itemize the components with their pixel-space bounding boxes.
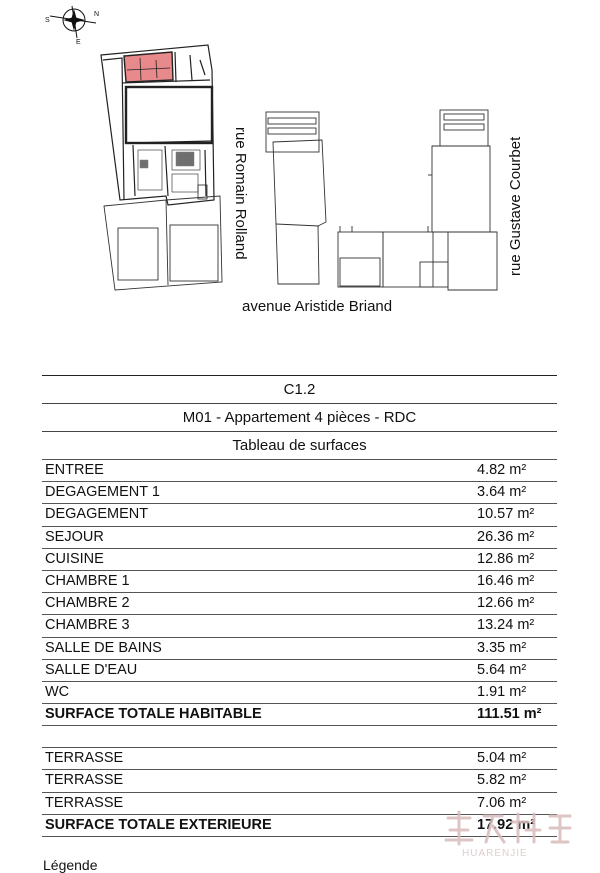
habitable-total-row <box>42 703 557 725</box>
exterior-area: 5.82 m² <box>477 772 527 789</box>
surface-table <box>42 375 557 837</box>
lot-header <box>42 375 557 403</box>
room-name: DEGAGEMENT 1 <box>45 484 160 501</box>
street-label-right: rue Gustave Courbet <box>507 136 524 276</box>
room-area: 10.57 m² <box>477 506 535 523</box>
room-name: CUISINE <box>45 550 104 567</box>
room-name: SALLE DE BAINS <box>45 639 162 656</box>
table-row <box>42 526 557 548</box>
table-row <box>42 592 557 614</box>
table-caption <box>42 431 557 459</box>
room-area: 3.64 m² <box>477 484 527 501</box>
table-row <box>42 659 557 681</box>
room-area: 26.36 m² <box>477 528 535 545</box>
watermark-logo <box>440 808 580 860</box>
exterior-area: 5.04 m² <box>477 750 527 767</box>
room-name: SEJOUR <box>45 528 104 545</box>
room-name: CHAMBRE 2 <box>45 595 130 612</box>
compass-south: S <box>45 17 50 24</box>
room-area: 3.35 m² <box>477 639 527 656</box>
habitable-total-area: 111.51 m² <box>477 706 542 723</box>
street-label-left: rue Romain Rolland <box>232 127 249 260</box>
room-name: CHAMBRE 1 <box>45 572 130 589</box>
lower-left-plots <box>104 196 222 290</box>
apartment-header <box>42 403 557 431</box>
room-area: 16.46 m² <box>477 572 535 589</box>
compass-north: N <box>94 11 100 18</box>
table-caption-text: Tableau de surfaces <box>232 437 367 454</box>
room-area: 12.86 m² <box>477 550 535 567</box>
exterior-area: 7.06 m² <box>477 794 527 811</box>
compass-east: E <box>76 39 81 46</box>
room-area: 1.91 m² <box>477 683 527 700</box>
room-name: CHAMBRE 3 <box>45 617 130 634</box>
exterior-name: TERRASSE <box>45 772 124 789</box>
table-row <box>42 614 557 636</box>
habitable-total-label: SURFACE TOTALE HABITABLE <box>45 706 262 723</box>
table-row <box>42 548 557 570</box>
legend-title: Légende <box>43 857 98 873</box>
room-area: 13.24 m² <box>477 617 535 634</box>
watermark-glyphs-icon <box>440 808 580 848</box>
street-label-bottom: avenue Aristide Briand <box>242 298 393 315</box>
table-row <box>42 459 557 481</box>
apartment-highlight <box>124 52 173 82</box>
table-row <box>42 681 557 703</box>
right-building <box>266 110 497 290</box>
exterior-name: TERRASSE <box>45 750 124 767</box>
apartment-title: M01 - Appartement 4 pièces - RDC <box>182 409 417 426</box>
table-row <box>42 747 557 769</box>
room-name: DEGAGEMENT <box>45 506 149 523</box>
room-name: WC <box>45 683 70 700</box>
table-row <box>42 769 557 791</box>
room-area: 4.82 m² <box>477 462 527 478</box>
site-plan <box>0 0 600 330</box>
lot-number: C1.2 <box>283 381 316 398</box>
exterior-name: TERRASSE <box>45 794 124 811</box>
exterior-total-label: SURFACE TOTALE EXTERIEURE <box>45 816 272 833</box>
table-row <box>42 570 557 592</box>
room-area: 5.64 m² <box>477 661 527 678</box>
watermark-text: HUARENJIE <box>462 848 528 859</box>
table-row <box>42 637 557 659</box>
table-row <box>42 481 557 503</box>
exterior-total-area: 17.92 m² <box>477 816 536 833</box>
compass-icon <box>45 6 99 46</box>
room-name: ENTREE <box>45 462 104 478</box>
room-area: 12.66 m² <box>477 595 535 612</box>
table-spacer <box>42 725 557 747</box>
room-name: SALLE D'EAU <box>45 661 138 678</box>
table-row <box>42 503 557 525</box>
